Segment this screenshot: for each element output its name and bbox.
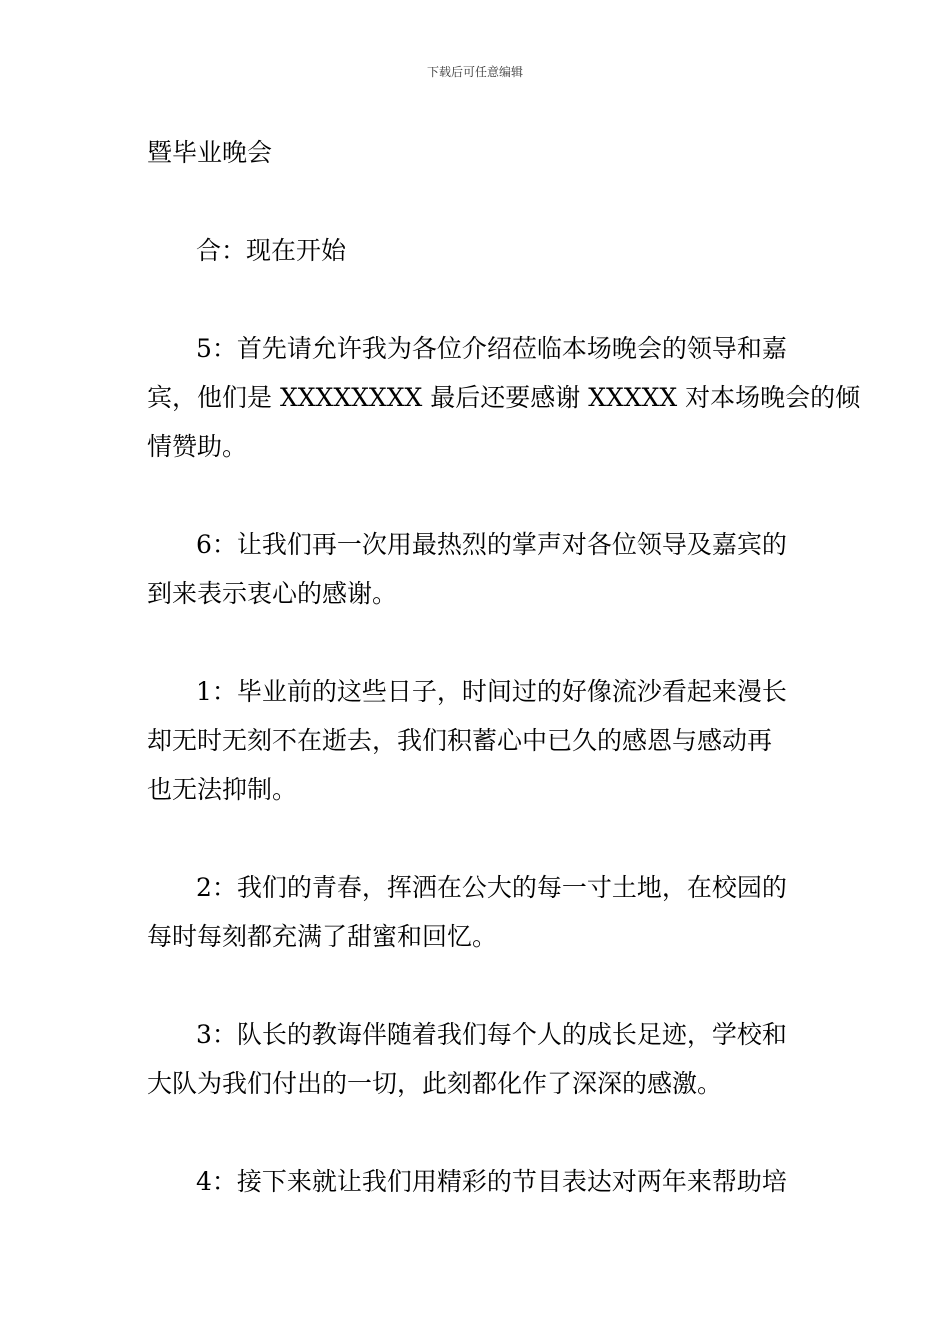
paragraph-line: 也无法抑制。 xyxy=(147,775,298,804)
paragraph-gap xyxy=(147,618,812,667)
document-body xyxy=(147,128,861,1206)
paragraph-6 xyxy=(147,520,812,618)
paragraph-line: 情赞助。 xyxy=(147,432,248,461)
paragraph-line: 却无时无刻不在逝去，我们积蓄心中已久的感恩与感动再 xyxy=(147,726,773,755)
paragraph-line: 宾，他们是 XXXXXXXX 最后还要感谢 XXXXX 对本场晚会的倾 xyxy=(147,383,861,412)
paragraph-line: 大队为我们付出的一切，此刻都化作了深深的感激。 xyxy=(147,1069,723,1098)
paragraph-3 xyxy=(147,1010,812,1108)
document-title-line: 暨毕业晚会 xyxy=(147,138,273,167)
paragraph-gap xyxy=(147,961,812,1010)
paragraph-line: 3：队长的教诲伴随着我们每个人的成长足迹，学校和 xyxy=(196,1020,787,1049)
paragraph-5 xyxy=(147,324,861,471)
paragraph-gap xyxy=(147,471,812,520)
paragraph-line: 2：我们的青春，挥洒在公大的每一寸土地，在校园的 xyxy=(196,873,787,902)
paragraph-line: 每时每刻都充满了甜蜜和回忆。 xyxy=(147,922,498,951)
paragraph-line: 5：首先请允许我为各位介绍莅临本场晚会的领导和嘉 xyxy=(196,334,787,363)
paragraph-gap xyxy=(147,177,812,226)
paragraph-4 xyxy=(147,1157,812,1206)
paragraph-line: 合：现在开始 xyxy=(196,236,347,265)
paragraph-line: 4：接下来就让我们用精彩的节目表达对两年来帮助培 xyxy=(196,1167,787,1196)
page-header-note: 下载后可任意编辑 xyxy=(426,65,523,79)
paragraph-gap xyxy=(147,275,812,324)
paragraph-gap xyxy=(147,814,812,863)
paragraph-line: 1：毕业前的这些日子，时间过的好像流沙看起来漫长 xyxy=(196,677,787,706)
paragraph-opening xyxy=(147,226,812,275)
paragraph-gap xyxy=(147,1108,812,1157)
paragraph-line: 6：让我们再一次用最热烈的掌声对各位领导及嘉宾的 xyxy=(196,530,787,559)
paragraph-2 xyxy=(147,863,812,961)
paragraph-line: 到来表示衷心的感谢。 xyxy=(147,579,398,608)
paragraph-1 xyxy=(147,667,812,814)
